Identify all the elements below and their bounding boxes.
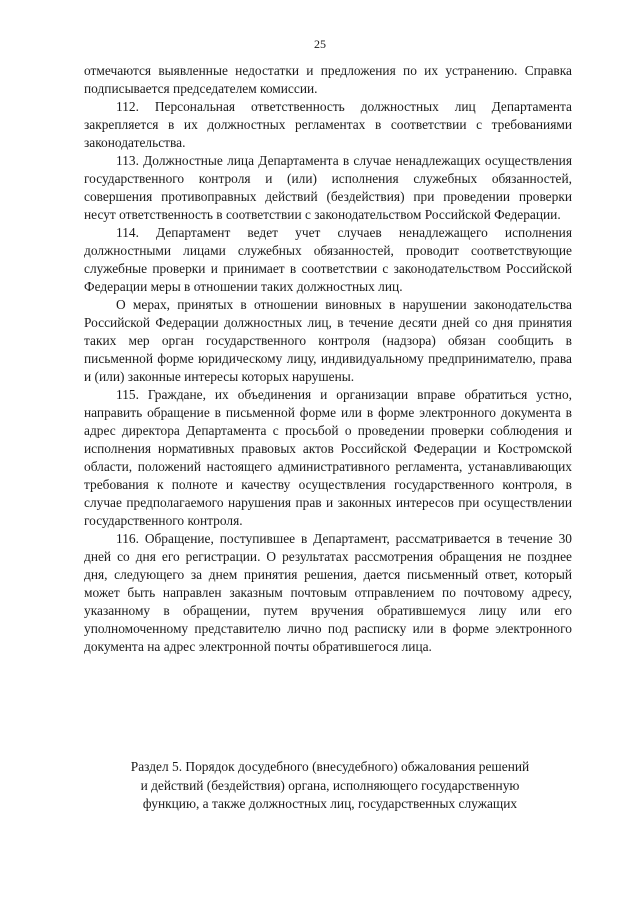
body-text bbox=[84, 62, 572, 656]
paragraph-116: 116. Обращение, поступившее в Департамент, рассматривается в течение 30 дней со дня его регистрации. О результатах рассмотрения обращения не позднее дня, следующего за днем принятия решения, дается письменный ответ, который может быть направлен заказным почтовым отправлением по почтовому адресу, указанному в обращении, путем вручения обратившемуся лицу или его уполномоченному представителю лично под расписку или в форме электронного документа на адрес электронной почты обратившегося лица. bbox=[84, 531, 572, 654]
section-5-heading: Раздел 5. Порядок досудебного (внесудебного) обжалования решений и действий (бездействия) органа, исполняющего государственную функцию, а также должностных лиц, государственных служащих bbox=[130, 759, 530, 811]
paragraph-measures: О мерах, принятых в отношении виновных в нарушении законодательства Российской Федерации должностных лиц, в течение десяти дней со дня принятия таких мер орган государственного контроля (надзора) обязан сообщить в письменной форме юридическому лицу, индивидуальному предпринимателю, права и (или) законные интересы которых нарушены. bbox=[84, 297, 572, 384]
paragraph-112: 112. Персональная ответственность должностных лиц Департамента закрепляется в их должностных регламентах в соответствии с требованиями законодательства. bbox=[84, 99, 572, 150]
page-number: 25 bbox=[314, 37, 326, 51]
paragraph-114: 114. Департамент ведет учет случаев ненадлежащего исполнения должностными лицами служебных обязанностей, проводит соответствующие служебные проверки и принимает в соответствии с законодательством Российской Федерации меры в отношении таких должностных лиц. bbox=[84, 225, 572, 294]
paragraph-continuation: отмечаются выявленные недостатки и предложения по их устранению. Справка подписывается председателем комиссии. bbox=[84, 63, 572, 96]
paragraph-115: 115. Граждане, их объединения и организации вправе обратиться устно, направить обращение в письменной форме или в форме электронного документа в адрес директора Департамента с просьбой о проведении проверки соблюдения и исполнения нормативных правовых актов Российской Федерации и Костромской области, положений настоящего административного регламента, устанавливающих требования к полноте и качеству осуществления государственного контроля, в случае предполагаемого нарушения прав и законных интересов при осуществлении государственного контроля. bbox=[84, 387, 572, 528]
paragraph-113: 113. Должностные лица Департамента в случае ненадлежащих осуществления государственного контроля и (или) исполнения служебных обязанностей, совершения противоправных действий (бездействия) при проведении проверки несут ответственность в соответствии с законодательством Российской Федерации. bbox=[84, 153, 572, 222]
